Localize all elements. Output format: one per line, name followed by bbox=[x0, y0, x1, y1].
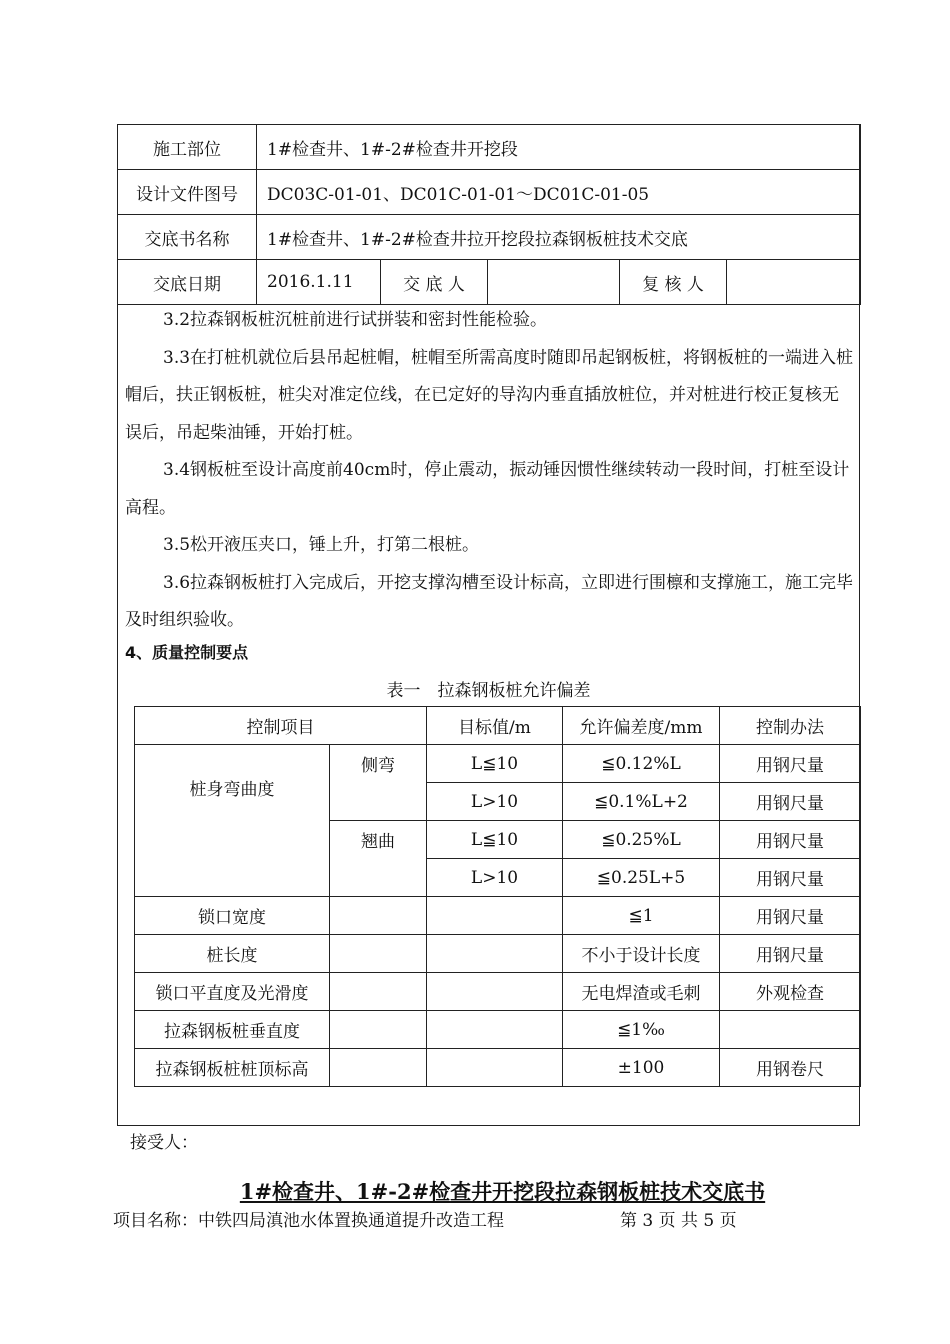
cell-item: 锁口平直度及光滑度 bbox=[135, 973, 330, 1011]
header-label: 设计文件图号 bbox=[118, 170, 257, 215]
paragraph: 3.6拉森钢板桩打入完成后，开挖支撑沟槽至设计标高，立即进行围檩和支撑施工，施工完毕及时组织验收。 bbox=[125, 572, 854, 630]
header-table bbox=[117, 124, 861, 305]
cell-tolerance: ±100 bbox=[563, 1049, 720, 1087]
table-row bbox=[135, 935, 861, 973]
cell-target: L>10 bbox=[427, 783, 563, 821]
cell-target: L≦10 bbox=[427, 821, 563, 859]
header-label: 施工部位 bbox=[118, 125, 257, 170]
cell-target bbox=[427, 935, 563, 973]
header-row bbox=[118, 170, 861, 215]
cell-empty bbox=[330, 935, 427, 973]
bend-label: 桩身弯曲度 bbox=[135, 745, 330, 897]
header-row bbox=[118, 125, 861, 170]
cell-method: 外观检查 bbox=[720, 973, 861, 1011]
cell-tolerance: ≦1‰ bbox=[563, 1011, 720, 1049]
page-number: 第 3 页 共 5 页 bbox=[620, 1211, 737, 1231]
tolerance-table bbox=[134, 706, 861, 1087]
date-value: 2016.1.11 bbox=[257, 260, 381, 305]
paragraph: 3.5松开液压夹口，锤上升，打第二根桩。 bbox=[163, 535, 480, 555]
cell-target bbox=[427, 1049, 563, 1087]
cell-tolerance: 不小于设计长度 bbox=[563, 935, 720, 973]
section-heading: 4、质量控制要点 bbox=[125, 643, 249, 662]
cell-tolerance: ≦0.25L+5 bbox=[563, 859, 720, 897]
header-label: 交底书名称 bbox=[118, 215, 257, 260]
header-row bbox=[118, 260, 861, 305]
presenter-label: 交 底 人 bbox=[381, 260, 488, 305]
cell-empty bbox=[330, 973, 427, 1011]
cell-tolerance: ≦0.25%L bbox=[563, 821, 720, 859]
cell-method: 用钢尺量 bbox=[720, 897, 861, 935]
cell-tolerance: ≦0.1%L+2 bbox=[563, 783, 720, 821]
cell-target bbox=[427, 897, 563, 935]
cell-item: 拉森钢板桩垂直度 bbox=[135, 1011, 330, 1049]
cell-target: L≦10 bbox=[427, 745, 563, 783]
cell-method bbox=[720, 1011, 861, 1049]
column-header: 控制办法 bbox=[720, 707, 861, 745]
cell-method: 用钢尺量 bbox=[720, 745, 861, 783]
table-row bbox=[135, 1011, 861, 1049]
table-caption: 表一 拉森钢板桩允许偏差 bbox=[386, 681, 591, 701]
table-row bbox=[135, 1049, 861, 1087]
cell-tolerance: 无电焊渣或毛刺 bbox=[563, 973, 720, 1011]
cell-empty bbox=[330, 897, 427, 935]
cell-item: 锁口宽度 bbox=[135, 897, 330, 935]
cell-tolerance: ≦0.12%L bbox=[563, 745, 720, 783]
cell-target bbox=[427, 973, 563, 1011]
presenter-value bbox=[488, 260, 620, 305]
header-value: 1#检查井、1#-2#检查井拉开挖段拉森钢板桩技术交底 bbox=[257, 215, 861, 260]
table-row bbox=[135, 897, 861, 935]
column-header: 允许偏差度/mm bbox=[563, 707, 720, 745]
cell-target bbox=[427, 1011, 563, 1049]
cell-method: 用钢卷尺 bbox=[720, 1049, 861, 1087]
paragraph: 3.3在打桩机就位后县吊起桩帽，桩帽至所需高度时随即吊起钢板桩，将钢板桩的一端进入桩帽后，扶正钢板桩，桩尖对准定位线，在已定好的导沟内垂直插放桩位，并对桩进行校正复核无误后，吊起柴油锤，开始打桩。 bbox=[125, 347, 854, 443]
cell-method: 用钢尺量 bbox=[720, 821, 861, 859]
column-header: 目标值/m bbox=[427, 707, 563, 745]
header-value: DC03C-01-01、DC01C-01-01～DC01C-01-05 bbox=[257, 170, 861, 215]
receiver-label: 接受人： bbox=[130, 1133, 198, 1153]
paragraph: 3.2拉森钢板桩沉桩前进行试拼装和密封性能检验。 bbox=[163, 310, 548, 330]
cell-target: L>10 bbox=[427, 859, 563, 897]
cell-method: 用钢尺量 bbox=[720, 783, 861, 821]
body-text bbox=[125, 302, 855, 640]
project-name: 项目名称：中铁四局滇池水体置换通道提升改造工程 bbox=[113, 1211, 504, 1231]
column-header: 控制项目 bbox=[135, 707, 427, 745]
date-label: 交底日期 bbox=[118, 260, 257, 305]
cell-tolerance: ≦1 bbox=[563, 897, 720, 935]
cell-empty bbox=[330, 1049, 427, 1087]
table-row bbox=[135, 973, 861, 1011]
cell-method: 用钢尺量 bbox=[720, 859, 861, 897]
cell-item: 桩长度 bbox=[135, 935, 330, 973]
side-bend-label: 侧弯 bbox=[330, 745, 427, 821]
cell-empty bbox=[330, 1011, 427, 1049]
reviewer-value bbox=[727, 260, 861, 305]
document-title: 1#检查井、1#-2#检查井开挖段拉森钢板桩技术交底书 bbox=[239, 1179, 766, 1204]
header-value: 1#检查井、1#-2#检查井开挖段 bbox=[257, 125, 861, 170]
table-row bbox=[135, 745, 861, 783]
cell-item: 拉森钢板桩桩顶标高 bbox=[135, 1049, 330, 1087]
reviewer-label: 复 核 人 bbox=[620, 260, 727, 305]
cell-method: 用钢尺量 bbox=[720, 935, 861, 973]
header-row bbox=[118, 215, 861, 260]
warp-label: 翘曲 bbox=[330, 821, 427, 897]
paragraph: 3.4钢板桩至设计高度前40cm时，停止震动，振动锤因惯性继续转动一段时间，打桩至设计高程。 bbox=[125, 460, 850, 518]
table-header-row bbox=[135, 707, 861, 745]
